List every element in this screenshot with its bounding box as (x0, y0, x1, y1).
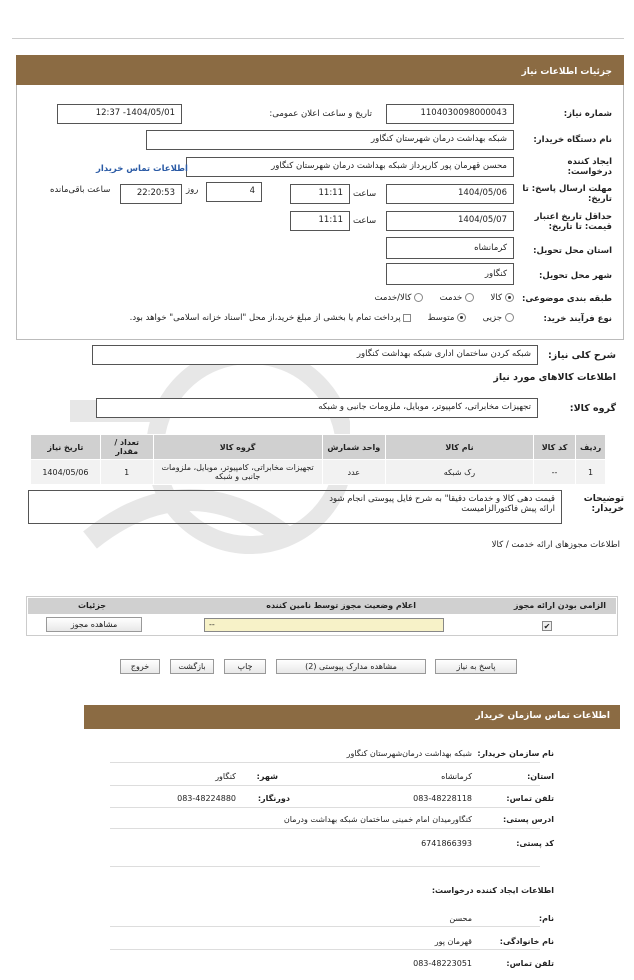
table-row (31, 460, 606, 485)
contact-address-label: ادرس پستی: (503, 815, 554, 824)
col-date: تاریخ نیاز (31, 435, 101, 460)
creator-section-title: اطلاعات ایجاد کننده درخواست: (431, 886, 554, 895)
reply-button[interactable]: پاسخ به نیاز (435, 659, 517, 674)
col-name: نام کالا (386, 435, 534, 460)
items-header-row (31, 435, 606, 460)
category-radio-goods[interactable]: کالا (491, 293, 514, 303)
reply-deadline-label: مهلت ارسال پاسخ: تا تاریخ: (522, 184, 612, 204)
price-validity-label: حداقل تاریخ اعتبار قیمت: تا تاریخ: (534, 212, 612, 232)
items-table (30, 434, 606, 485)
license-status-field: -- (204, 618, 444, 632)
announce-label: تاریخ و ساعت اعلان عمومی: (269, 109, 372, 119)
treasury-checkbox[interactable] (403, 314, 411, 322)
contact-header (84, 705, 620, 729)
reply-time-field: 11:11 (290, 184, 350, 204)
contact-city-value: کنگاور (215, 772, 236, 781)
notes-line-2: ارائه پیش فاکتورالزامیست (461, 504, 555, 514)
contact-org-label: نام سازمان خریدار: (477, 749, 554, 758)
validity-time-label: ساعت (353, 216, 377, 226)
col-group: گروه کالا (153, 435, 322, 460)
licenses-header-row (28, 598, 616, 614)
contact-fax-label: دورنگار: (257, 794, 290, 803)
province-label: استان محل تحویل: (533, 246, 612, 256)
cell-name: رک شبکه (386, 460, 534, 485)
exit-button[interactable]: خروج (120, 659, 160, 674)
summary-label: شرح کلی نیاز: (547, 350, 616, 361)
page-header (16, 55, 624, 85)
cell-qty: 1 (100, 460, 153, 485)
process-radio-minor[interactable]: جزیی (483, 313, 514, 323)
creator-name-label: نام: (538, 914, 554, 923)
cell-code: -- (533, 460, 575, 485)
category-label: طبقه بندی موضوعی: (522, 294, 612, 304)
divider (110, 785, 540, 786)
need-number-field: 1104030098000043 (386, 104, 514, 124)
payment-note: پرداخت تمام یا بخشی از مبلغ خرید،از محل "اسناد خزانه اسلامی" خواهد بود. (129, 313, 401, 323)
announce-field: 1404/05/01- 12:37 (57, 104, 182, 124)
divider (110, 949, 540, 950)
license-status-header: اعلام وضعیت مجوز توسط نامین کننده (266, 601, 416, 610)
col-qty: تعداد / مقدار (100, 435, 153, 460)
divider (110, 807, 540, 808)
print-button[interactable]: چاپ (224, 659, 266, 674)
creator-family-label: نام خانوادگی: (499, 937, 554, 946)
province-field: کرمانشاه (386, 237, 514, 259)
contact-title: اطلاعات تماس سازمان خریدار (475, 711, 610, 721)
notes-label: توضیحات خریدار: (583, 494, 624, 514)
creator-phone-label: تلفن تماس: (506, 959, 554, 968)
process-label: نوع فرآیند خرید: (543, 314, 612, 324)
contact-postal-value: 6741866393 (421, 839, 472, 848)
contact-fax-value: 083-48224880 (177, 794, 236, 803)
license-required-checkbox[interactable]: ✔ (543, 622, 551, 631)
col-row: ردیف (576, 435, 606, 460)
licenses-title: اطلاعات مجوزهای ارائه خدمت / کالا (491, 540, 620, 550)
license-details-header: جزئیات (78, 601, 107, 610)
contact-postal-label: کد پستی: (516, 839, 554, 848)
group-label: گروه کالا: (569, 403, 616, 414)
buyer-org-field: شبکه بهداشت درمان شهرستان کنگاور (146, 130, 514, 150)
reply-time-label: ساعت (353, 189, 377, 199)
validity-time-field: 11:11 (290, 211, 350, 231)
day-label: روز (186, 185, 199, 195)
cell-row: 1 (576, 460, 606, 485)
notes-box (28, 490, 562, 524)
contact-city-label: شهر: (256, 772, 278, 781)
category-radio-both[interactable]: کالا/خدمت (374, 293, 423, 303)
col-code: کد کالا (533, 435, 575, 460)
back-button[interactable]: بازگشت (170, 659, 214, 674)
divider (110, 762, 540, 763)
contact-province-label: استان: (527, 772, 554, 781)
remaining-label: ساعت باقی‌مانده (50, 185, 111, 195)
need-number-label: شماره نیاز: (563, 109, 612, 119)
view-documents-button[interactable]: مشاهده مدارک پیوستی (2) (276, 659, 426, 674)
goods-title: اطلاعات کالاهای مورد نیاز (493, 372, 616, 383)
days-left-field: 4 (206, 182, 262, 202)
contact-address-value: کنگاورمیدان امام خمینی ساختمان شبکه بهداشت ودرمان (283, 815, 472, 824)
creator-field: محسن قهرمان پور کارپرداز شبکه بهداشت درمان شهرستان کنگاور (186, 157, 514, 177)
buyer-contact-link[interactable]: اطلاعات تماس خریدار (96, 164, 188, 174)
reply-date-field: 1404/05/06 (386, 184, 514, 204)
city-label: شهر محل تحویل: (539, 271, 612, 281)
process-radio-medium[interactable]: متوسط (428, 313, 467, 323)
page-title: جزئیات اطلاعات نیاز (521, 67, 612, 77)
view-license-button[interactable]: مشاهده مجوز (46, 617, 142, 632)
divider (110, 926, 540, 927)
group-field: تجهیزات مخابراتی، کامپیوتر، موبایل، ملزومات جانبی و شبکه (96, 398, 538, 418)
remaining-time-field: 22:20:53 (120, 184, 182, 204)
license-required-header: الزامی بودن ارائه مجوز (513, 601, 606, 610)
divider (110, 828, 540, 829)
divider (110, 866, 540, 867)
category-radio-service[interactable]: خدمت (440, 293, 475, 303)
cell-unit: عدد (322, 460, 385, 485)
process-radio-group (130, 313, 514, 323)
city-field: کنگاور (386, 263, 514, 285)
contact-province-value: کرمانشاه (441, 772, 472, 781)
creator-family-value: قهرمان پور (434, 937, 472, 946)
contact-phone-value: 083-48228118 (413, 794, 472, 803)
notes-line-1: قیمت دهی کالا و خدمات دقیقا" به شرح فایل پیوستی انجام شود (329, 494, 555, 504)
buyer-org-label: نام دستگاه خریدار: (533, 135, 612, 145)
top-divider (12, 38, 624, 39)
contact-phone-label: تلفن تماس: (506, 794, 554, 803)
creator-name-value: محسن (449, 914, 472, 923)
creator-label: ایجاد کننده درخواست: (567, 157, 612, 177)
validity-date-field: 1404/05/07 (386, 211, 514, 231)
category-radio-group (374, 293, 514, 303)
creator-phone-value: 083-48223051 (413, 959, 472, 968)
summary-field: شبکه کردن ساختمان اداری شبکه بهداشت کنگاور (92, 345, 538, 365)
contact-org-value: شبکه بهداشت درمان‌شهرستان کنگاور (346, 749, 472, 758)
cell-group: تجهیزات مخابراتی، کامپیوتر، موبایل، ملزومات جانبی و شبکه (153, 460, 322, 485)
cell-date: 1404/05/06 (31, 460, 101, 485)
col-unit: واحد شمارش (322, 435, 385, 460)
